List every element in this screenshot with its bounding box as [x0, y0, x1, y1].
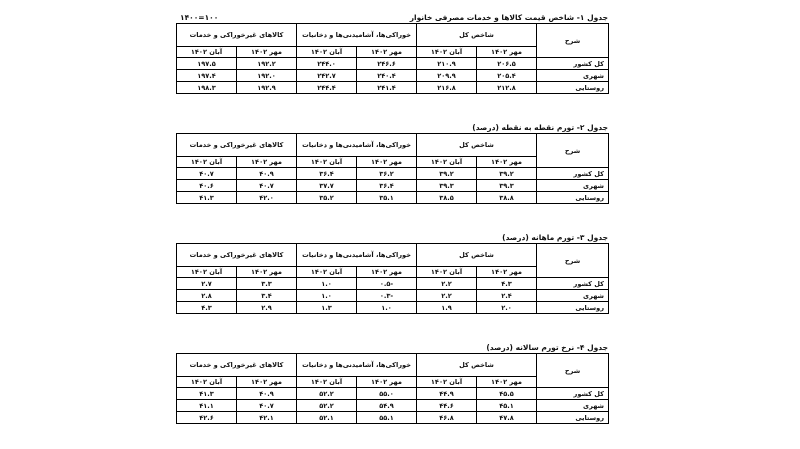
table-cell: ۴.۳ [477, 278, 537, 290]
group-header: خوراکی‌ها، آشامیدنی‌ها و دخانیات [297, 244, 417, 267]
table-cell: ۴۰.۷ [177, 168, 237, 180]
table-cell: ۱۹۲.۰ [237, 70, 297, 82]
table-cell: ۱۹۷.۴ [177, 70, 237, 82]
group-header: کالاهای غیرخوراکی و خدمات [177, 244, 297, 267]
table-cell: ۲.۸ [177, 290, 237, 302]
table-cell: ۴۲.۰ [237, 192, 297, 204]
table-cell: ۱۹۲.۲ [237, 58, 297, 70]
table-cell: ۳۶.۴ [297, 168, 357, 180]
row-label: روستایی [537, 82, 609, 94]
table-cell: -۰.۳ [357, 290, 417, 302]
table-cell: ۱.۹ [417, 302, 477, 314]
sub-header: آبان ۱۴۰۲ [177, 267, 237, 278]
table-cell: ۳۹.۲ [477, 168, 537, 180]
table-block-3 [176, 232, 608, 314]
table-cell: ۱.۰ [297, 278, 357, 290]
caption-text: جدول ۴- نرخ تورم سالانه (درصد) [486, 343, 608, 352]
table-row [177, 192, 609, 204]
table-cell: ۵۵.۱ [357, 412, 417, 424]
group-header: خوراکی‌ها، آشامیدنی‌ها و دخانیات [297, 354, 417, 377]
table-caption [176, 342, 608, 353]
table-row [177, 168, 609, 180]
table-cell: -۰.۵ [357, 278, 417, 290]
table-cell: ۳.۳ [237, 278, 297, 290]
sub-header: مهر ۱۴۰۲ [237, 157, 297, 168]
sub-header: آبان ۱۴۰۲ [297, 267, 357, 278]
table-cell: ۱.۳ [297, 302, 357, 314]
table-cell: ۳۶.۴ [357, 180, 417, 192]
sub-header: آبان ۱۴۰۲ [297, 157, 357, 168]
table-cell: ۳۵.۱ [357, 192, 417, 204]
table-cell: ۲۱۲.۸ [477, 82, 537, 94]
table-cell: ۴۱.۳ [177, 388, 237, 400]
row-header: شرح [537, 244, 609, 278]
table-cell: ۲.۷ [177, 278, 237, 290]
base-year-note: ۱۴۰۰=۱۰۰ [180, 13, 219, 22]
table-cell: ۱.۰ [357, 302, 417, 314]
table-cell: ۴۰.۹ [237, 388, 297, 400]
table-cell: ۴۶.۸ [417, 412, 477, 424]
sub-header: مهر ۱۴۰۲ [357, 377, 417, 388]
table-cell: ۴۴.۹ [417, 388, 477, 400]
row-label: شهری [537, 70, 609, 82]
sub-header: آبان ۱۴۰۲ [417, 267, 477, 278]
sub-header: آبان ۱۴۰۲ [417, 157, 477, 168]
sub-header: مهر ۱۴۰۲ [477, 47, 537, 58]
table-cell: ۴۵.۱ [477, 400, 537, 412]
table-cell: ۲۴۴.۴ [297, 82, 357, 94]
table-row [177, 82, 609, 94]
table-cell: ۵۴.۹ [357, 400, 417, 412]
monthly-inflation-table [176, 243, 609, 314]
table-cell: ۳۸.۵ [417, 192, 477, 204]
table-cell: ۳۶.۲ [357, 168, 417, 180]
row-header: شرح [537, 354, 609, 388]
table-cell: ۴۲.۱ [237, 412, 297, 424]
table-cell: ۲۴۰.۴ [357, 70, 417, 82]
table-row [177, 302, 609, 314]
table-row [177, 180, 609, 192]
table-block-4 [176, 342, 608, 424]
table-cell: ۱۹۸.۳ [177, 82, 237, 94]
table-cell: ۲۴۱.۴ [357, 82, 417, 94]
price-index-table [176, 23, 609, 94]
group-header: شاخص کل [417, 24, 537, 47]
sub-header: آبان ۱۴۰۲ [297, 47, 357, 58]
table-cell: ۴۱.۳ [177, 192, 237, 204]
sub-header: مهر ۱۴۰۲ [357, 47, 417, 58]
sub-header: آبان ۱۴۰۲ [297, 377, 357, 388]
table-cell: ۳۹.۳ [477, 180, 537, 192]
table-cell: ۲.۲ [417, 290, 477, 302]
table-row [177, 58, 609, 70]
table-cell: ۴۵.۵ [477, 388, 537, 400]
table-cell: ۲.۴ [477, 290, 537, 302]
table-cell: ۱.۰ [297, 290, 357, 302]
table-cell: ۴۰.۷ [237, 400, 297, 412]
table-cell: ۴۲.۶ [177, 412, 237, 424]
group-header: خوراکی‌ها، آشامیدنی‌ها و دخانیات [297, 134, 417, 157]
table-row [177, 388, 609, 400]
sub-header: مهر ۱۴۰۲ [477, 377, 537, 388]
caption-text: جدول ۲- تورم نقطه به نقطه (درصد) [472, 123, 608, 132]
sub-header: مهر ۱۴۰۲ [237, 267, 297, 278]
table-cell: ۳۹.۳ [417, 180, 477, 192]
table-cell: ۴۴.۶ [417, 400, 477, 412]
sub-header: مهر ۱۴۰۲ [357, 157, 417, 168]
table-cell: ۲.۰ [477, 302, 537, 314]
row-label: شهری [537, 180, 609, 192]
caption-text: جدول ۱- شاخص قیمت کالاها و خدمات مصرفی خانوار [409, 13, 608, 22]
row-label: روستایی [537, 302, 609, 314]
group-header: شاخص کل [417, 134, 537, 157]
point-inflation-table [176, 133, 609, 204]
row-label: کل کشور [537, 278, 609, 290]
row-label: روستایی [537, 192, 609, 204]
table-cell: ۱۹۷.۵ [177, 58, 237, 70]
row-header: شرح [537, 24, 609, 58]
row-label: روستایی [537, 412, 609, 424]
table-cell: ۵۲.۲ [297, 400, 357, 412]
table-cell: ۲۴۶.۶ [357, 58, 417, 70]
table-block-2 [176, 122, 608, 204]
table-cell: ۴۱.۱ [177, 400, 237, 412]
table-cell: ۲۴۴.۰ [297, 58, 357, 70]
table-caption [176, 232, 608, 243]
table-caption [176, 12, 608, 23]
sub-header: آبان ۱۴۰۲ [177, 157, 237, 168]
table-row [177, 290, 609, 302]
row-label: شهری [537, 400, 609, 412]
table-cell: ۲۴۲.۷ [297, 70, 357, 82]
table-row [177, 400, 609, 412]
table-cell: ۲۰۹.۹ [417, 70, 477, 82]
sub-header: مهر ۱۴۰۲ [477, 157, 537, 168]
group-header: کالاهای غیرخوراکی و خدمات [177, 24, 297, 47]
sub-header: آبان ۱۴۰۲ [177, 377, 237, 388]
sub-header: آبان ۱۴۰۲ [177, 47, 237, 58]
table-cell: ۴۰.۷ [237, 180, 297, 192]
sub-header: مهر ۱۴۰۲ [237, 377, 297, 388]
group-header: کالاهای غیرخوراکی و خدمات [177, 134, 297, 157]
table-cell: ۵۵.۰ [357, 388, 417, 400]
table-caption [176, 122, 608, 133]
table-cell: ۴۷.۸ [477, 412, 537, 424]
sub-header: آبان ۱۴۰۲ [417, 377, 477, 388]
table-cell: ۲۱۰.۹ [417, 58, 477, 70]
row-label: کل کشور [537, 58, 609, 70]
sub-header: مهر ۱۴۰۲ [237, 47, 297, 58]
table-block-1 [176, 12, 608, 94]
row-label: شهری [537, 290, 609, 302]
row-header: شرح [537, 134, 609, 168]
table-cell: ۲.۲ [417, 278, 477, 290]
table-row [177, 70, 609, 82]
group-header: کالاهای غیرخوراکی و خدمات [177, 354, 297, 377]
table-cell: ۳۸.۸ [477, 192, 537, 204]
table-cell: ۳۷.۷ [297, 180, 357, 192]
table-cell: ۲۱۶.۸ [417, 82, 477, 94]
group-header: خوراکی‌ها، آشامیدنی‌ها و دخانیات [297, 24, 417, 47]
table-cell: ۳۹.۲ [417, 168, 477, 180]
caption-text: جدول ۳- تورم ماهانه (درصد) [502, 233, 608, 242]
annual-inflation-table [176, 353, 609, 424]
sub-header: مهر ۱۴۰۲ [477, 267, 537, 278]
table-row [177, 278, 609, 290]
group-header: شاخص کل [417, 244, 537, 267]
table-cell: ۵۲.۱ [297, 412, 357, 424]
group-header: شاخص کل [417, 354, 537, 377]
sub-header: مهر ۱۴۰۲ [357, 267, 417, 278]
table-cell: ۳۵.۲ [297, 192, 357, 204]
table-cell: ۱۹۲.۹ [237, 82, 297, 94]
table-cell: ۴۰.۶ [177, 180, 237, 192]
table-cell: ۴۰.۹ [237, 168, 297, 180]
table-row [177, 412, 609, 424]
table-cell: ۲۰۶.۵ [477, 58, 537, 70]
row-label: کل کشور [537, 168, 609, 180]
sub-header: آبان ۱۴۰۲ [417, 47, 477, 58]
table-cell: ۵۲.۲ [297, 388, 357, 400]
table-cell: ۲۰۵.۴ [477, 70, 537, 82]
row-label: کل کشور [537, 388, 609, 400]
table-cell: ۲.۹ [237, 302, 297, 314]
table-cell: ۳.۴ [237, 290, 297, 302]
table-cell: ۴.۳ [177, 302, 237, 314]
